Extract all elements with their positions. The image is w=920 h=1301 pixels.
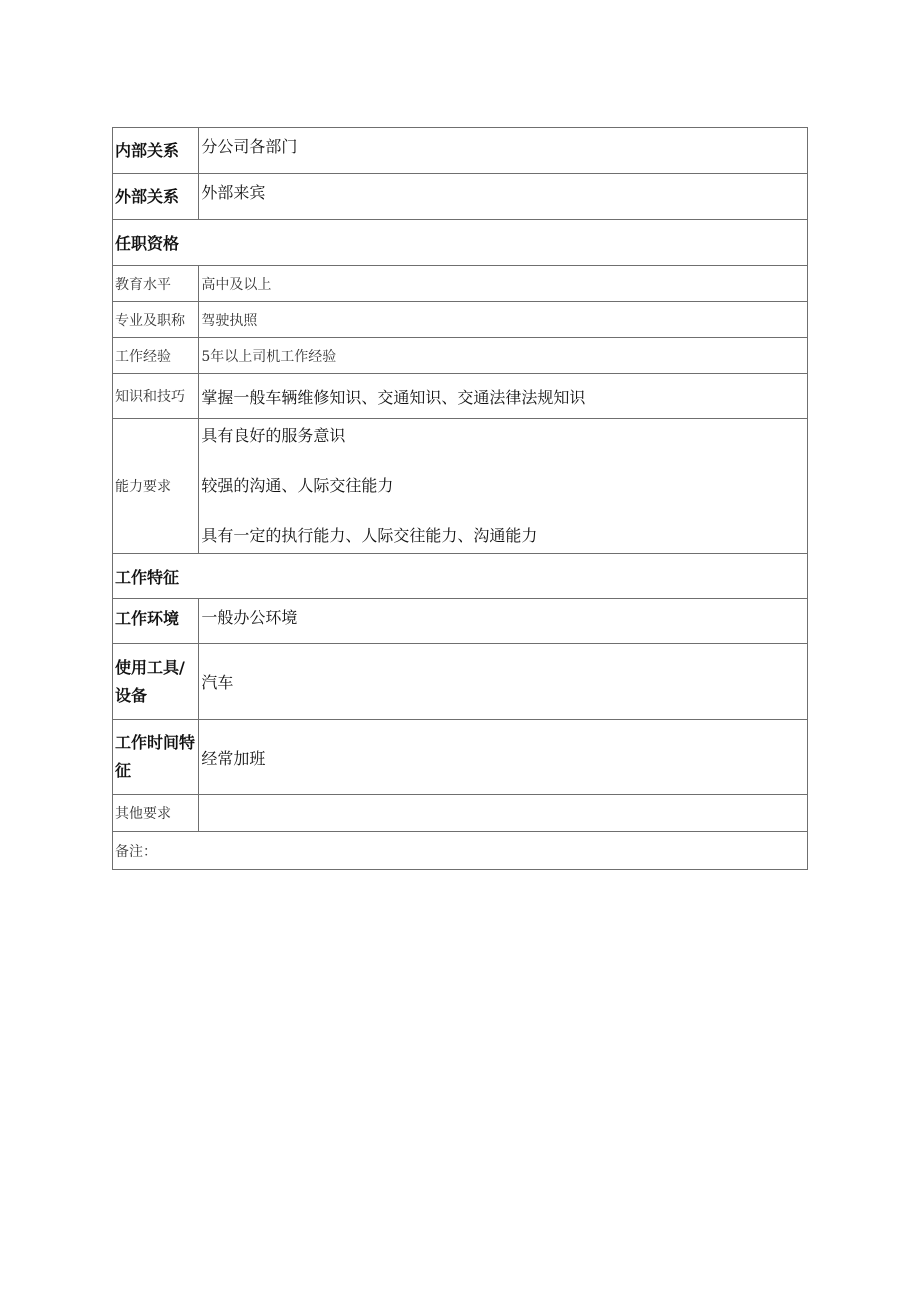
row-qualifications-header <box>113 220 808 266</box>
ability-line-1: 具有良好的服务意识 <box>201 426 346 445</box>
qualifications-section-title: 任职资格 <box>113 220 808 266</box>
row-internal-relations <box>113 128 808 174</box>
row-knowledge-skills <box>113 374 808 419</box>
tools-label-line-2: 设备 <box>115 685 148 705</box>
row-tools <box>113 644 808 720</box>
work-time-label-line-2: 征 <box>115 761 132 780</box>
ability-line-2: 较强的沟通、人际交往能力 <box>201 476 394 495</box>
education-label: 教育水平 <box>113 266 199 302</box>
major-title-value: 驾驶执照 <box>199 302 808 338</box>
external-relations-value: 外部来宾 <box>199 174 808 220</box>
environment-value: 一般办公环境 <box>199 599 808 644</box>
external-relations-label: 外部关系 <box>113 174 199 220</box>
work-time-label-line-1: 工作时间特 <box>115 733 196 752</box>
ability-line-3: 具有一定的执行能力、人际交往能力、沟通能力 <box>201 526 538 545</box>
knowledge-skills-label: 知识和技巧 <box>113 374 199 419</box>
internal-relations-value: 分公司各部门 <box>199 128 808 174</box>
row-environment <box>113 599 808 644</box>
row-external-relations <box>113 174 808 220</box>
internal-relations-label: 内部关系 <box>113 128 199 174</box>
row-other <box>113 795 808 832</box>
ability-spacer <box>201 497 807 525</box>
row-ability <box>113 419 808 554</box>
ability-label: 能力要求 <box>113 419 199 554</box>
tools-label-line-1: 使用工具/ <box>115 657 185 677</box>
work-features-section-title: 工作特征 <box>113 554 808 599</box>
work-time-value: 经常加班 <box>199 720 808 795</box>
ability-spacer <box>201 447 807 475</box>
row-work-time <box>113 720 808 795</box>
row-remarks <box>113 832 808 870</box>
row-major-title <box>113 302 808 338</box>
remarks-label: 备注： <box>113 832 808 870</box>
major-title-label: 专业及职称 <box>113 302 199 338</box>
job-requirements-table <box>112 127 808 870</box>
environment-label: 工作环境 <box>113 599 199 644</box>
knowledge-skills-value: 掌握一般车辆维修知识、交通知识、交通法律法规知识 <box>199 374 808 419</box>
work-time-label <box>113 720 199 795</box>
education-value: 高中及以上 <box>199 266 808 302</box>
ability-value <box>199 419 808 554</box>
tools-label <box>113 644 199 720</box>
experience-value: 5年以上司机工作经验 <box>199 338 808 374</box>
row-work-features-header <box>113 554 808 599</box>
experience-label: 工作经验 <box>113 338 199 374</box>
row-education <box>113 266 808 302</box>
other-requirements-label: 其他要求 <box>113 795 199 832</box>
row-experience <box>113 338 808 374</box>
tools-value: 汽车 <box>199 644 808 720</box>
other-requirements-value <box>199 795 808 832</box>
